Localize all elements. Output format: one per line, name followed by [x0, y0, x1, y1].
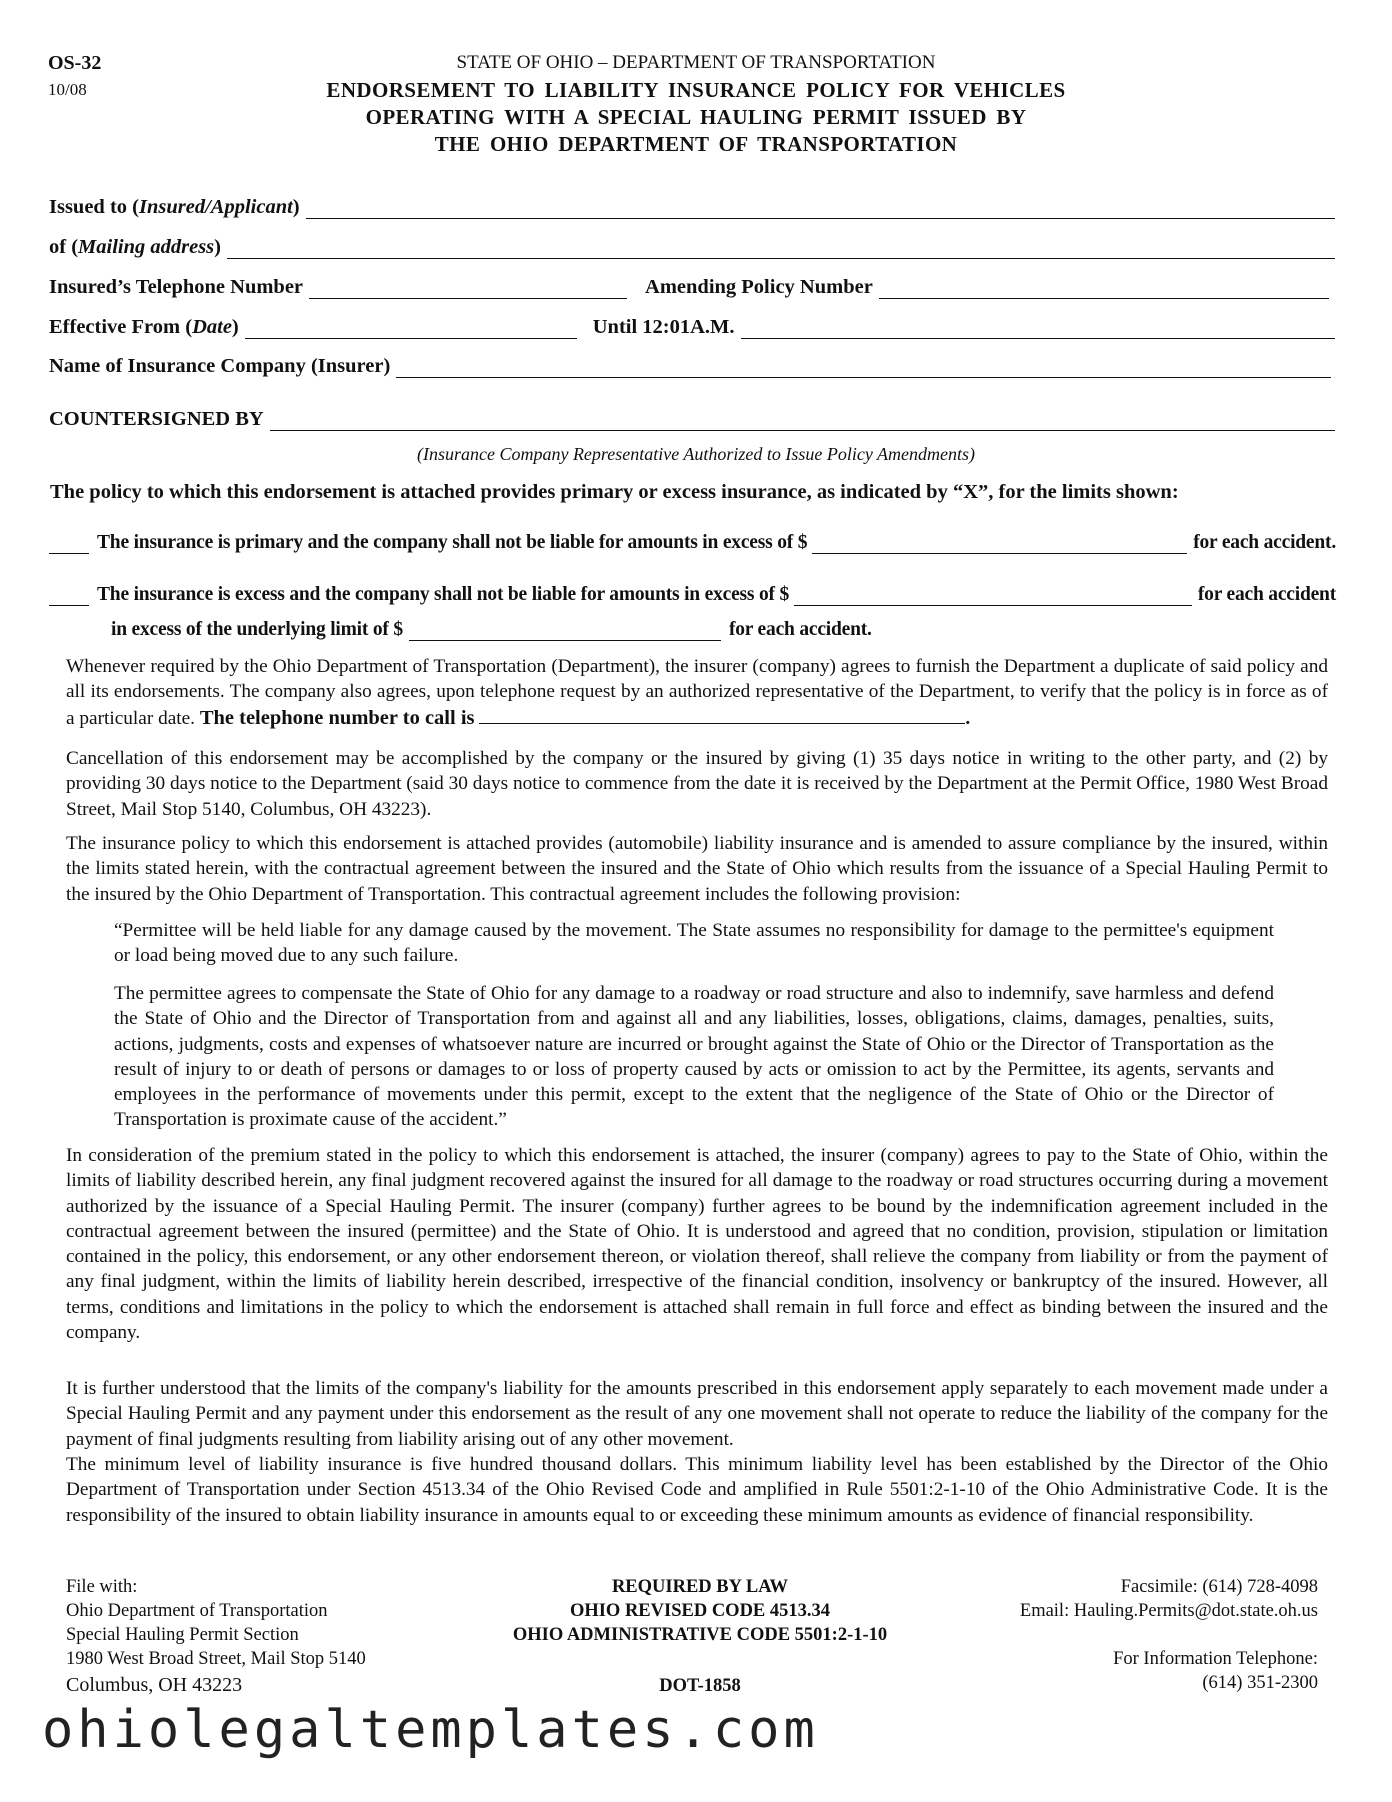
underlying-limit-row [111, 619, 872, 641]
insurer-field [49, 355, 1331, 378]
title-line: ENDORSEMENT TO LIABILITY INSURANCE POLICY FOR VEHICLES [326, 78, 1066, 102]
effective-from-input[interactable] [245, 318, 577, 339]
primary-suffix: for each accident. [1193, 532, 1336, 553]
telephone-to-call-label: The telephone number to call is [199, 706, 475, 729]
excess-suffix: for each accident [1197, 584, 1336, 605]
telephone-row [49, 276, 1329, 299]
amending-policy-input[interactable] [879, 278, 1329, 299]
underlying-amount-input[interactable] [409, 620, 721, 641]
agency-name: STATE OF OHIO – DEPARTMENT OF TRANSPORTATION [456, 52, 936, 73]
title-line: THE OHIO DEPARTMENT OF TRANSPORTATION [434, 132, 958, 156]
issued-to-input[interactable] [306, 198, 1335, 219]
email-address: Email: Hauling.Permits@dot.state.oh.us [1019, 1601, 1318, 1621]
insurer-input[interactable] [396, 357, 1331, 378]
fax-number: Facsimile: (614) 728-4098 [1120, 1577, 1318, 1597]
telephone-input[interactable] [309, 278, 627, 299]
until-label: Until 12:01A.M. [592, 316, 735, 338]
coverage-lead: The policy to which this endorsement is attached provides primary or excess insurance, as indicated by “X”, for the limits shown: [50, 481, 1179, 503]
paragraph-duplicate-policy: Whenever required by the Ohio Department of Transportation (Department), the insurer (company) agrees to furnish the Department a duplicate of said policy and all its endorsements. The company also agrees, upon telephone request by an authorized representative of the Department, to verify that the policy is in force as of a particular date. The telephone number to call is . [66, 656, 1328, 729]
excess-option [49, 584, 1336, 606]
dot-number: DOT-1858 [659, 1676, 741, 1696]
telephone-to-call-input[interactable] [479, 705, 965, 724]
countersigned-input[interactable] [270, 410, 1335, 431]
countersigned-note: (Insurance Company Representative Authorized to Issue Policy Amendments) [416, 444, 976, 464]
primary-text: The insurance is primary and the company shall not be liable for amounts in excess of $ [97, 532, 808, 553]
insurer-label: Name of Insurance Company (Insurer) [49, 355, 391, 377]
until-input[interactable] [741, 318, 1335, 339]
contact-block [1020, 1575, 1318, 1695]
mailing-address-input[interactable] [227, 238, 1335, 259]
amending-policy-label: Amending Policy Number [645, 276, 873, 298]
issued-to-label: Issued to (Insured/Applicant) [49, 196, 300, 218]
paragraph-policy-amended: The insurance policy to which this endorsement is attached provides (automobile) liability insurance and is amended to assure compliance by the insured, within the limits stated herein, with the contractual agreement between the insured and the State of Ohio which results from the issuance of a Special Hauling Permit to the insured by the Ohio Department of Transportation. This contractual agreement includes the following provision: [66, 833, 1328, 905]
info-telephone-number: (614) 351-2300 [1202, 1673, 1318, 1693]
issued-to-field [49, 196, 1335, 219]
primary-option [49, 532, 1336, 554]
excess-text: The insurance is excess and the company shall not be liable for amounts in excess of $ [97, 584, 790, 605]
form-date: 10/08 [48, 80, 87, 99]
quote-indemnify: The permittee agrees to compensate the State of Ohio for any damage to a roadway or road structure and also to indemnify, save harmless and defend the State of Ohio and the Director of Transportation from and against all and any liabilities, losses, obligations, claims, damages, penalties, suits, actions, judgments, costs and expenses of whatsoever nature are incurred or brought against the State of Ohio or the Director of Transportation as the result of injury to or death of persons or damages to or loss of property caused by acts or omission to act by the Permittee, its agents, servants and employees in the performance of movements under this permit, except to the extent that the negligence of the State of Ohio or the Director of Transportation is proximate cause of the accident.” [114, 983, 1274, 1131]
paragraph-minimum-liability: The minimum level of liability insurance is five hundred thousand dollars. This minimum liability level has been established by the Director of the Ohio Department of Transportation under Section 4513.34 of the Ohio Revised Code and amplified in Rule 5501:2-1-10 of the Ohio Administrative Code. It is the responsibility of the insured to obtain liability insurance in amounts equal to or exceeding these minimum amounts as evidence of financial responsibility. [66, 1454, 1328, 1526]
site-watermark: ohiolegaltemplates.com [42, 1700, 819, 1760]
underlying-suffix: for each accident. [728, 619, 872, 640]
primary-amount-input[interactable] [812, 533, 1187, 554]
primary-checkbox[interactable] [49, 533, 89, 554]
quote-liability: “Permittee will be held liable for any damage caused by the movement. The State assumes no responsibility for damage to the permittee's equipment or load being moved due to any such failure. [114, 920, 1274, 967]
excess-amount-input[interactable] [794, 585, 1192, 606]
effective-row [49, 316, 1335, 339]
info-telephone-label: For Information Telephone: [1113, 1649, 1318, 1669]
title-line: OPERATING WITH A SPECIAL HAULING PERMIT ISSUED BY [365, 105, 1027, 129]
file-with-block: File with: Ohio Department of Transportation Special Hauling Permit Section 1980 West Broad Street, Mail Stop 5140 Columbus, OH 43223 [66, 1577, 366, 1696]
underlying-text: in excess of the underlying limit of $ [111, 619, 403, 640]
paragraph-premium: In consideration of the premium stated in the policy to which this endorsement is attached, the insurer (company) agrees to pay to the State of Ohio, within the limits of liability described herein, any final judgment recovered against the insured for all damage to the roadway or road structures occurring during a movement authorized by the issuance of a Special Hauling Permit. The insurer (company) further agrees to be bound by the indemnification agreement included in the contractual agreement between the insured (permittee) and the State of Ohio. It is understood and agreed that no condition, provision, stipulation or limitation contained in the policy, this endorsement, or any other endorsement thereon, or violation thereof, shall relieve the company from liability or from the payment of any final judgment, within the limits of liability herein described, irrespective of the financial condition, insolvency or bankruptcy of the insured. However, all terms, conditions and limitations in the policy to which the endorsement is attached shall remain in full force and effect as binding between the insured and the company. [66, 1145, 1328, 1344]
mailing-address-label: of (Mailing address) [49, 236, 221, 258]
mailing-address-field [49, 236, 1335, 259]
required-by-law-block: REQUIRED BY LAW OHIO REVISED CODE 4513.34 OHIO ADMINISTRATIVE CODE 5501:2-1-10 DOT-1858 [0, 1575, 1392, 1698]
countersigned-label: COUNTERSIGNED BY [49, 408, 264, 430]
countersigned-field [49, 408, 1335, 431]
form-id: OS-32 [48, 52, 102, 74]
paragraph-limits: It is further understood that the limits of the company's liability for the amounts prescribed in this endorsement apply separately to each movement made under a Special Hauling Permit and any payment under this endorsement as the result of any one movement shall not operate to reduce the liability of the company for the payment of final judgments resulting from liability arising out of any other movement. [66, 1378, 1328, 1450]
document-title [0, 77, 1392, 158]
effective-from-label: Effective From (Date) [49, 316, 239, 338]
excess-checkbox[interactable] [49, 585, 89, 606]
paragraph-cancellation: Cancellation of this endorsement may be accomplished by the company or the insured by giving (1) 35 days notice in writing to the other party, and (2) by providing 30 days notice to the Department (said 30 days notice to commence from the date it is received by the Department at the Permit Office, 1980 West Broad Street, Mail Stop 5140, Columbus, OH 43223). [66, 748, 1328, 820]
telephone-label: Insured’s Telephone Number [49, 276, 304, 298]
